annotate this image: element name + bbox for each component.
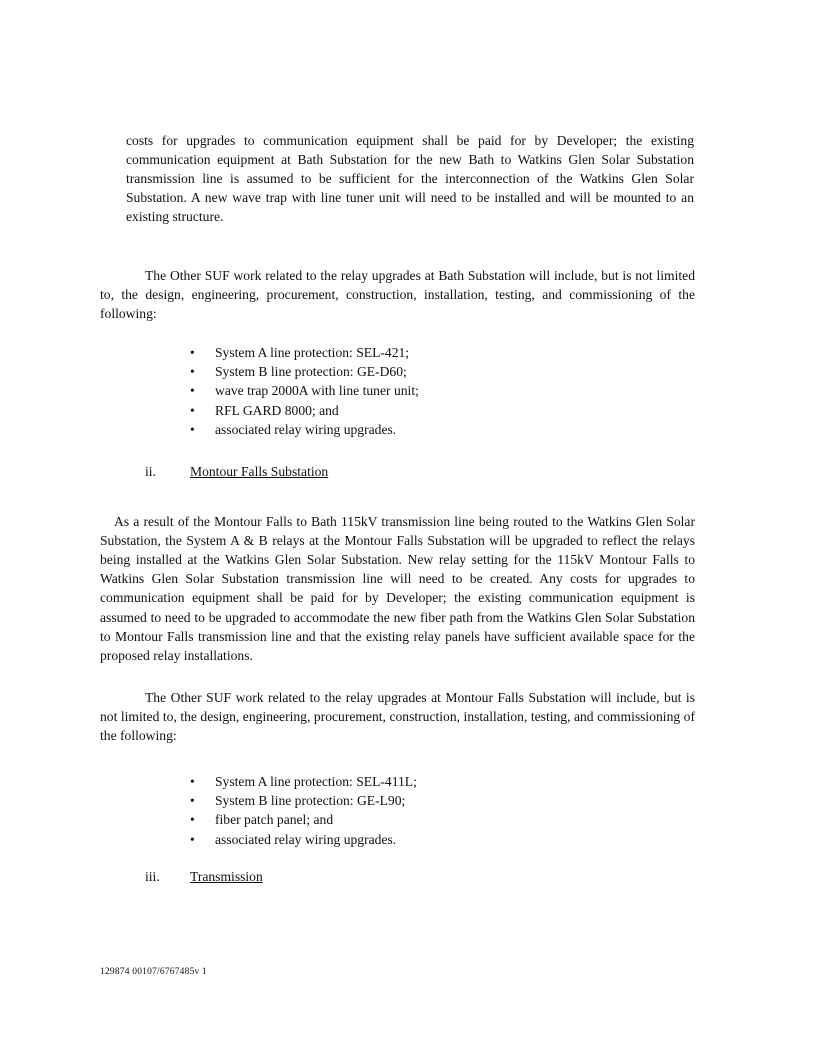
section-title: Montour Falls Substation bbox=[190, 464, 329, 479]
list-item: • fiber patch panel; and bbox=[190, 810, 417, 829]
list-item: • System A line protection: SEL-421; bbox=[190, 343, 419, 362]
bullet-icon: • bbox=[190, 812, 195, 828]
section-heading-montour-falls bbox=[145, 462, 545, 482]
paragraph-montour-relays: As a result of the Montour Falls to Bath 115kV transmission line being routed to the Watkins Glen Solar Substation, the System A & B relays at the Montour Falls Substation will be upgraded to reflect the relays being installed at the Watkins Glen Solar Substation. New relay setting for the 115kV Montour Falls to Watkins Glen Solar Substation transmission line will need to be created. Any costs for upgrades to communication equipment shall be paid for by Developer; the existing communication equipment is assumed to need to be upgraded to accommodate the new fiber path from the Watkins Glen Solar Substation to Montour Falls transmission line and that the existing relay panels have sufficient available space for the proposed relay installations. bbox=[100, 513, 695, 664]
bullet-icon: • bbox=[190, 793, 195, 809]
list-item: • associated relay wiring upgrades. bbox=[190, 830, 417, 849]
montour-equipment-list bbox=[190, 772, 417, 849]
paragraph-bath-scope: The Other SUF work related to the relay upgrades at Bath Substation will include, but is not limited to, the design, engineering, procurement, construction, installation, testing, and commissioning of the following: bbox=[100, 267, 695, 321]
bullet-icon: • bbox=[190, 421, 195, 437]
document-footer-id: 129874 00107/6767485v 1 bbox=[100, 967, 207, 977]
paragraph-montour-scope: The Other SUF work related to the relay upgrades at Montour Falls Substation will include, but is not limited to, the design, engineering, procurement, construction, installation, testing, and commissioning of the following: bbox=[100, 689, 695, 743]
bullet-icon: • bbox=[190, 364, 195, 380]
bullet-icon: • bbox=[190, 402, 195, 418]
list-item: • RFL GARD 8000; and bbox=[190, 401, 419, 420]
list-item: • wave trap 2000A with line tuner unit; bbox=[190, 381, 419, 400]
section-number: iii. bbox=[145, 869, 160, 884]
list-item: • System B line protection: GE-D60; bbox=[190, 362, 419, 381]
section-title: Transmission bbox=[190, 869, 263, 884]
list-item: • System A line protection: SEL-411L; bbox=[190, 772, 417, 791]
section-heading-transmission bbox=[145, 867, 545, 887]
section-number: ii. bbox=[145, 464, 156, 479]
list-item: • associated relay wiring upgrades. bbox=[190, 420, 419, 439]
paragraph-bath-communication: costs for upgrades to communication equipment shall be paid for by Developer; the existing communication equipment at Bath Substation for the new Bath to Watkins Glen Solar Substation transmission line is assumed to be sufficient for the interconnection of the Watkins Glen Solar Substation. A new wave trap with line tuner unit will need to be installed and will be mounted to an existing structure. bbox=[126, 132, 694, 225]
list-item: • System B line protection: GE-L90; bbox=[190, 791, 417, 810]
bullet-icon: • bbox=[190, 345, 195, 360]
bath-equipment-list bbox=[190, 343, 419, 439]
bullet-icon: • bbox=[190, 383, 195, 399]
bullet-icon: • bbox=[190, 774, 195, 789]
bullet-icon: • bbox=[190, 831, 195, 847]
